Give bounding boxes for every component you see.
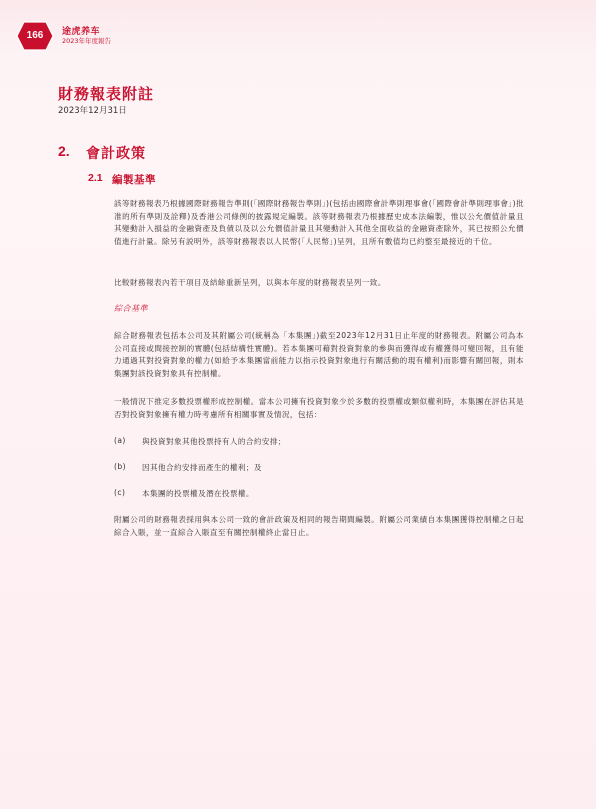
page-number-badge — [16, 21, 54, 51]
report-name: 2023年年度報告 — [62, 37, 112, 45]
list-item-label: (a) — [114, 436, 126, 445]
basis-of-consolidation-heading: 綜合基準 — [114, 304, 148, 313]
list-item-text: 與投資對象其他投票持有人的合約安排； — [142, 437, 286, 446]
paragraph-voting-rights: 一般情況下推定多數投票權形成控制權。當本公司擁有投資對象少於多數的投票權或類似權利時，本集團在評估其是否對投資對象擁有權力時考慮所有相關事實及情況，包括： — [114, 397, 524, 419]
list-item-label: (c) — [114, 488, 126, 497]
section-title: 會計政策 — [86, 146, 146, 162]
section-number: 2. — [58, 143, 70, 159]
report-date: 2023年12月31日 — [58, 106, 127, 116]
subsection-number: 2.1 — [88, 172, 103, 184]
list-item-text: 本集團的投票權及潛在投票權。 — [142, 489, 254, 498]
page-header — [0, 0, 596, 60]
paragraph-basis-of-preparation: 該等財務報表乃根據國際財務報告準則(「國際財務報告準則」)(包括由國際會計準則理事會(「國際會計準則理事會」)批准的所有準則及詮釋)及香港公司條例的披露規定編製。該等財務報表乃根據歷史成本法編製，惟以公允價值計量且其變動計入損益的金融資產及負債以及以公允價值計量且其變動計入其他全面收益的金融資產除外，其已按照公允價值進行計量。除另有説明外，該等財務報表以人民幣(「人民幣」)呈列，且所有數值均已約整至最接近的千位。 — [114, 199, 524, 246]
page-title: 財務報表附註 — [58, 85, 155, 103]
list-item-label: (b) — [114, 462, 126, 471]
list-item-text: 因其他合約安排而產生的權利；及 — [142, 463, 262, 472]
subsection-title: 編製基準 — [112, 174, 156, 186]
paragraph-comparative: 比較財務報表內若干項目及結餘重新呈列，以與本年度的財務報表呈列一致。 — [114, 278, 386, 287]
paragraph-consolidation: 綜合財務報表包括本公司及其附屬公司(統稱為「本集團」)截至2023年12月31日止年度的財務報表。附屬公司為本公司直接或間接控制的實體(包括結構性實體)。若本集團可藉對投資對象的參與而獲得或有權獲得可變回報，且有能力通過其對投資對象的權力(如給予本集團當前能力以指示投資對象進行有關活動的現有權利)而影響有關回報，則本集團對該投資對象具有控制權。 — [114, 331, 524, 378]
paragraph-subsidiary-statements: 附屬公司的財務報表採用與本公司一致的會計政策及相同的報告期間編製。附屬公司業績自本集團獲得控制權之日起綜合入賬，並一直綜合入賬直至有關控制權終止當日止。 — [114, 515, 524, 537]
company-name: 途虎养车 — [62, 27, 101, 37]
page-number: 166 — [26, 30, 44, 41]
